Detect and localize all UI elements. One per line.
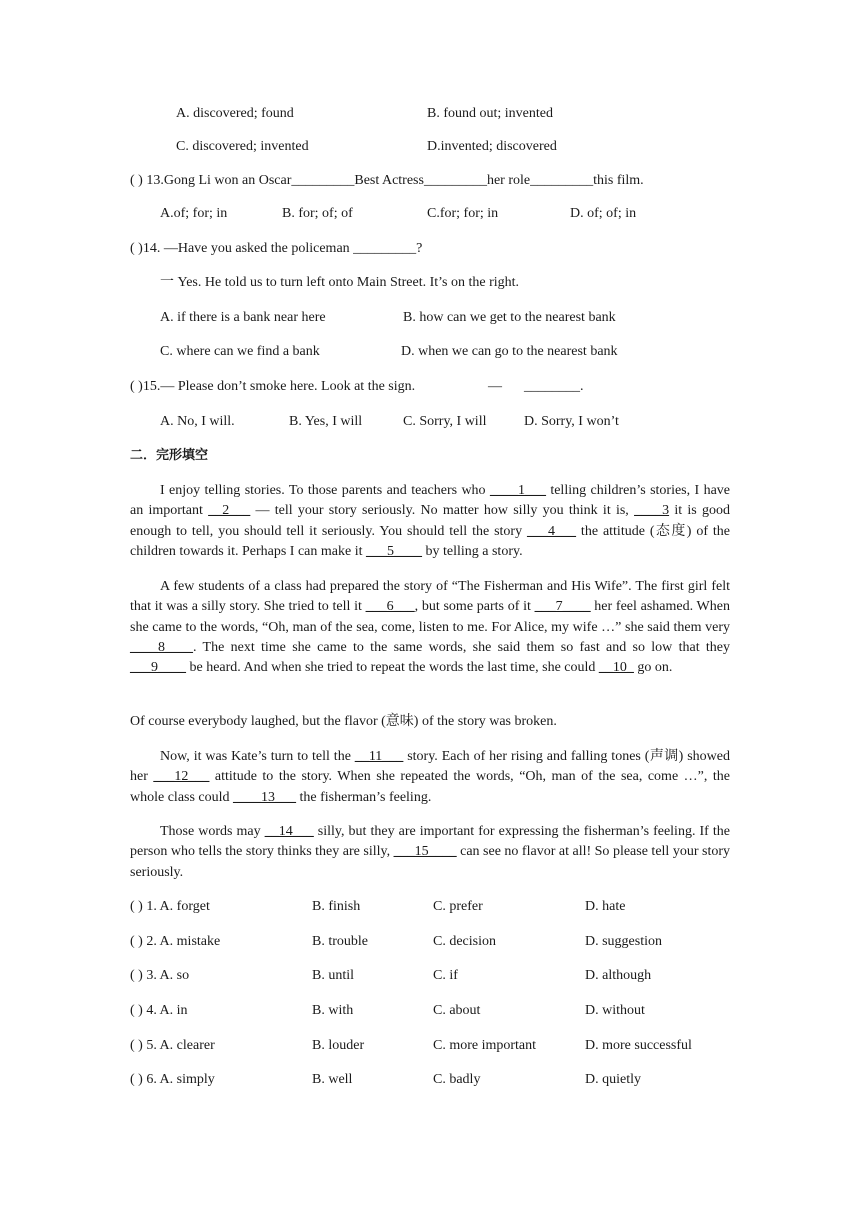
- choice-option-c: C. more important: [433, 1038, 537, 1053]
- q13-option-a: A.of; for; in: [160, 206, 228, 221]
- answer-bracket: ( ): [130, 1072, 143, 1087]
- passage-paragraph-4: Now, it was Kate’s turn to tell the __11___ story. Each of her rising and falling tones (声调) showed her ___12___ attitude to the story. When she repeated the words, “Oh, man of the sea, come …”, the whole class could ____13___ the fisherman’s feeling.: [130, 749, 730, 805]
- q14-reply: 一 Yes. He told us to turn left onto Main Street. It’s on the right.: [160, 275, 520, 290]
- q15-option-c: C. Sorry, I will: [403, 414, 487, 429]
- q12-option-c: C. discovered; invented: [176, 139, 309, 154]
- blank-14: __14___: [264, 824, 314, 839]
- q14-option-c: C. where can we find a bank: [160, 344, 320, 359]
- choice-option-c: C. prefer: [433, 899, 483, 914]
- blank-3: ____3: [634, 503, 670, 519]
- blank-1: ____1___: [489, 483, 546, 498]
- choice-option-d: D. hate: [585, 899, 626, 914]
- blank-11: __11___: [354, 749, 404, 764]
- q14-option-b: B. how can we get to the nearest bank: [403, 310, 616, 325]
- q14-option-d: D. when we can go to the nearest bank: [401, 344, 618, 359]
- choice-question: ( ) 3. A. so: [130, 968, 190, 983]
- choice-option-b: B. trouble: [312, 934, 368, 949]
- answer-bracket: ( ): [130, 968, 143, 983]
- question-stem: 13.Gong Li won an Oscar_________Best Actress_________her role_________this film.: [142, 173, 644, 188]
- blank-8: ____8____: [130, 639, 193, 655]
- answer-bracket: ( ): [130, 899, 143, 914]
- answer-bracket: ( ): [130, 1003, 143, 1018]
- choice-question: ( ) 2. A. mistake: [130, 934, 221, 949]
- q12-option-d: D.invented; discovered: [427, 139, 557, 154]
- passage-paragraph-1: I enjoy telling stories. To those parents and teachers who ____1___ telling children’s stories, I have an important __2___ — tell your story seriously. No matter how silly you think it is, ____3 it is good enough to tell, you should tell it seriously. You should tell the story ___4___ the attitude (态度) of the children towards it. Perhaps I can make it ___5____ by telling a story.: [130, 483, 730, 559]
- blank-2: __2___: [208, 503, 251, 519]
- choice-option-b: B. finish: [312, 899, 361, 914]
- question-stem: 14. —Have you asked the policeman _________?: [142, 241, 423, 256]
- blank-5: ___5____: [366, 543, 422, 559]
- section-heading: 二．完形填空: [130, 448, 209, 463]
- choice-question: ( ) 4. A. in: [130, 1003, 188, 1018]
- blank-10: __10_: [598, 660, 634, 676]
- q12-option-a: A. discovered; found: [176, 106, 294, 121]
- q15-blank: ________.: [524, 379, 584, 394]
- q15-dash: —: [488, 379, 502, 394]
- choice-option-b: B. until: [312, 968, 355, 983]
- choice-option-b: B. with: [312, 1003, 354, 1018]
- choice-option-d: D. although: [585, 968, 652, 983]
- choice-option-d: D. more successful: [585, 1038, 692, 1053]
- choice-option-b: B. well: [312, 1072, 353, 1087]
- choice-question: ( ) 5. A. clearer: [130, 1038, 215, 1053]
- q15-option-a: A. No, I will.: [160, 414, 235, 429]
- choice-question: ( ) 1. A. forget: [130, 899, 210, 914]
- choice-question: ( ) 6. A. simply: [130, 1072, 215, 1087]
- choice-option-c: C. about: [433, 1003, 481, 1018]
- q14-question: [130, 239, 422, 259]
- answer-bracket: ( ): [130, 1038, 143, 1053]
- q15-option-d: D. Sorry, I won’t: [524, 414, 619, 429]
- choice-option-c: C. badly: [433, 1072, 481, 1087]
- blank-9: ___9____: [130, 660, 186, 676]
- q15-question: [130, 377, 415, 397]
- passage-paragraph-2: A few students of a class had prepared the story of “The Fisherman and His Wife”. The first girl felt that it was a silly story. She tried to tell it ___6___, but some parts of it ___7____ her feel ashamed. When she came to the words, “Oh, man of the sea, come, listen to me. For Alice, my wife …” she said them very ____8____. The next time she came to the same words, she said them so fast and so low that they ___9____ be heard. And when she tried to repeat the words the last time, she could __10_ go on.: [130, 579, 730, 676]
- q12-option-b: B. found out; invented: [427, 106, 553, 121]
- q13-question: [130, 171, 644, 191]
- answer-bracket: ( ): [130, 173, 143, 188]
- blank-4: ___4___: [527, 523, 577, 539]
- blank-6: ___6___: [365, 599, 415, 615]
- q13-option-b: B. for; of; of: [282, 206, 353, 221]
- choice-option-d: D. quietly: [585, 1072, 641, 1087]
- q14-option-a: A. if there is a bank near here: [160, 310, 326, 325]
- choice-option-d: D. without: [585, 1003, 645, 1018]
- answer-bracket: ( ): [130, 379, 143, 394]
- q13-option-c: C.for; for; in: [427, 206, 499, 221]
- choice-option-c: C. if: [433, 968, 458, 983]
- passage-paragraph-5: Those words may __14___ silly, but they are important for expressing the fisherman’s feeling. If the person who tells the story thinks they are silly, ___15____ can see no flavor at all! So please tell your story seriously.: [130, 824, 730, 880]
- answer-bracket: ( ): [130, 934, 143, 949]
- choice-option-b: B. louder: [312, 1038, 365, 1053]
- choice-option-c: C. decision: [433, 934, 496, 949]
- blank-15: ___15____: [393, 844, 457, 860]
- blank-12: ___12___: [153, 769, 210, 785]
- passage-paragraph-3: Of course everybody laughed, but the flavor (意味) of the story was broken.: [130, 714, 557, 729]
- q15-option-b: B. Yes, I will: [289, 414, 363, 429]
- q13-option-d: D. of; of; in: [570, 206, 637, 221]
- blank-13: ____13___: [233, 789, 297, 805]
- blank-7: ___7____: [534, 599, 591, 615]
- question-stem: 15.— Please don’t smoke here. Look at the sign.: [142, 379, 416, 394]
- choice-option-d: D. suggestion: [585, 934, 662, 949]
- answer-bracket: ( ): [130, 241, 143, 256]
